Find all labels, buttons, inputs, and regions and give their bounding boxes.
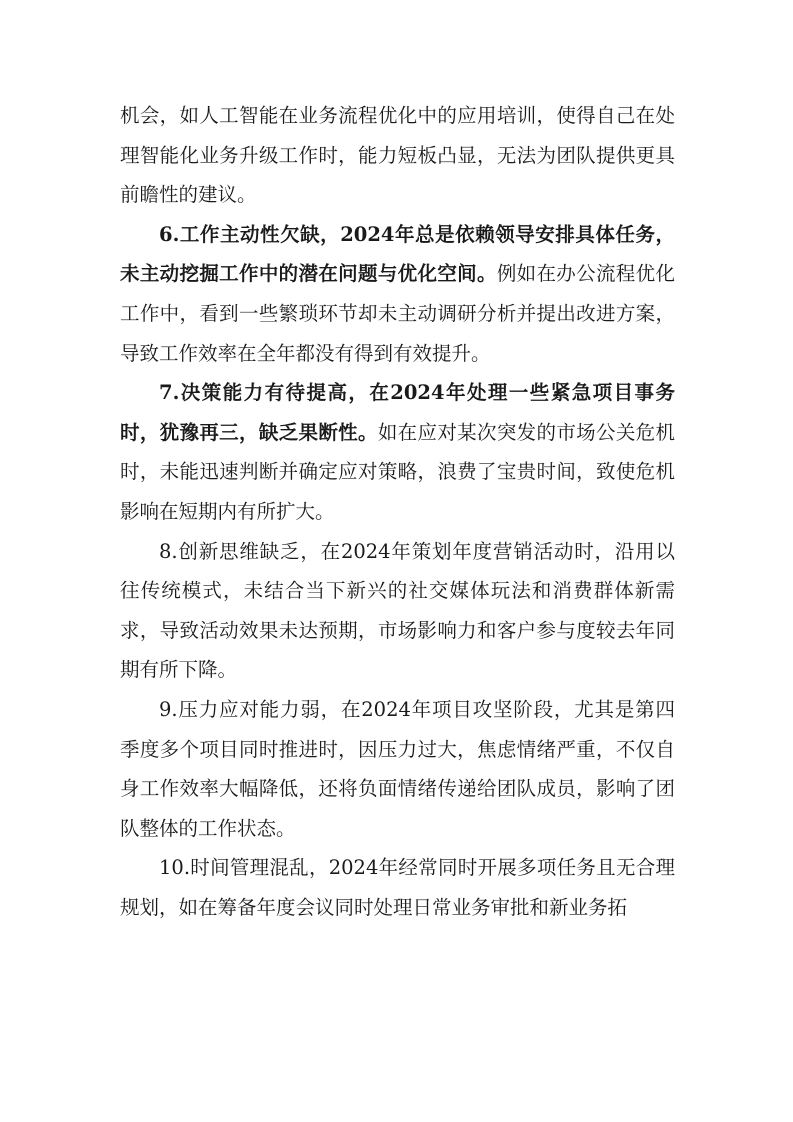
- paragraph-lead: 6.工作主动性欠缺，2024年总是依赖领导安排具体任务，未主动挖掘工作中的潜在问题与优化空间。: [120, 222, 675, 286]
- paragraph-text: 如在应对某次突发的市场公关危机时，未能迅速判断并确定应对策略，浪费了宝贵时间，致使危机影响在短期内有所扩大。: [120, 420, 675, 523]
- paragraph-text: 机会，如人工智能在业务流程优化中的应用培训，使得自己在处理智能化业务升级工作时，能力短板凸显，无法为团队提供更具前瞻性的建议。: [120, 104, 675, 207]
- document-body: [120, 96, 675, 927]
- paragraph-item-9: [120, 690, 675, 848]
- paragraph-item-10: [120, 848, 675, 927]
- paragraph-continuation: [120, 96, 675, 215]
- paragraph-item-7: [120, 373, 675, 531]
- paragraph-lead: 7.决策能力有待提高，在2024年处理一些紧急项目事务时，犹豫再三，缺乏果断性。: [120, 381, 675, 444]
- paragraph-text: 10.时间管理混乱，2024年经常同时开展多项任务且无合理规划，如在筹备年度会议同时处理日常业务审批和新业务拓: [120, 856, 675, 919]
- paragraph-text: 例如在办公流程优化工作中，看到一些繁琐环节却未主动调研分析并提出改进方案，导致工作效率在全年都没有得到有效提升。: [120, 262, 675, 365]
- paragraph-text: 8.创新思维缺乏，在2024年策划年度营销活动时，沿用以往传统模式，未结合当下新兴的社交媒体玩法和消费群体新需求，导致活动效果未达预期，市场影响力和客户参与度较去年同期有所下降。: [120, 539, 675, 682]
- paragraph-item-8: [120, 532, 675, 690]
- paragraph-text: 9.压力应对能力弱，在2024年项目攻坚阶段，尤其是第四季度多个项目同时推进时，因压力过大，焦虑情绪严重，不仅自身工作效率大幅降低，还将负面情绪传递给团队成员，影响了团队整体的工作状态。: [120, 697, 675, 840]
- paragraph-item-6: [120, 215, 675, 373]
